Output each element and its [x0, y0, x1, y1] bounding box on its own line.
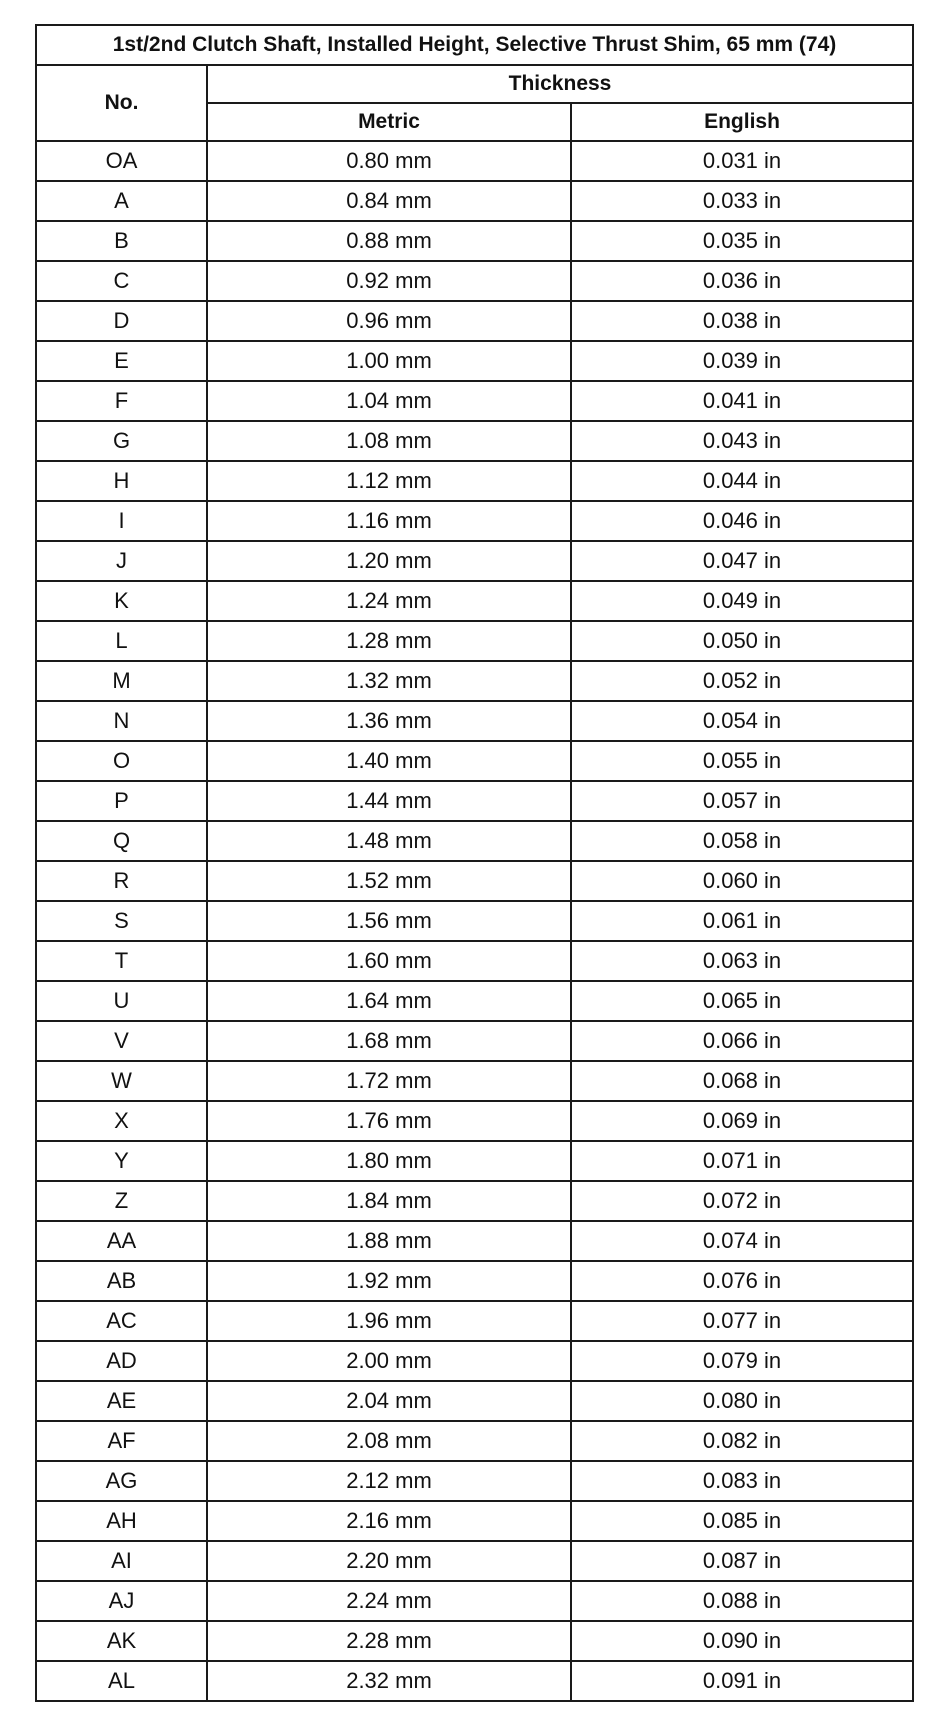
table-row	[36, 1541, 913, 1581]
cell-no: Y	[36, 1141, 207, 1181]
cell-no: W	[36, 1061, 207, 1101]
cell-metric: 1.04 mm	[207, 381, 571, 421]
cell-no: AI	[36, 1541, 207, 1581]
cell-metric: 1.44 mm	[207, 781, 571, 821]
cell-no: F	[36, 381, 207, 421]
cell-metric: 0.88 mm	[207, 221, 571, 261]
cell-english: 0.049 in	[571, 581, 913, 621]
cell-metric: 1.76 mm	[207, 1101, 571, 1141]
table-row	[36, 1061, 913, 1101]
cell-english: 0.069 in	[571, 1101, 913, 1141]
cell-no: AE	[36, 1381, 207, 1421]
cell-no: D	[36, 301, 207, 341]
cell-no: B	[36, 221, 207, 261]
cell-english: 0.061 in	[571, 901, 913, 941]
cell-no: V	[36, 1021, 207, 1061]
table-row	[36, 621, 913, 661]
table-row	[36, 381, 913, 421]
cell-metric: 1.36 mm	[207, 701, 571, 741]
cell-english: 0.038 in	[571, 301, 913, 341]
cell-english: 0.090 in	[571, 1621, 913, 1661]
cell-no: O	[36, 741, 207, 781]
table-row	[36, 1501, 913, 1541]
table-row	[36, 341, 913, 381]
column-header-english: English	[571, 103, 913, 141]
cell-metric: 2.12 mm	[207, 1461, 571, 1501]
table-row	[36, 181, 913, 221]
table-row	[36, 1021, 913, 1061]
table-row	[36, 981, 913, 1021]
cell-metric: 1.32 mm	[207, 661, 571, 701]
cell-no: X	[36, 1101, 207, 1141]
column-header-no: No.	[36, 65, 207, 141]
table-row	[36, 901, 913, 941]
cell-no: AG	[36, 1461, 207, 1501]
cell-metric: 1.20 mm	[207, 541, 571, 581]
cell-english: 0.039 in	[571, 341, 913, 381]
cell-english: 0.054 in	[571, 701, 913, 741]
table-row	[36, 661, 913, 701]
cell-english: 0.043 in	[571, 421, 913, 461]
cell-no: AK	[36, 1621, 207, 1661]
cell-no: S	[36, 901, 207, 941]
cell-english: 0.082 in	[571, 1421, 913, 1461]
table-row	[36, 541, 913, 581]
cell-metric: 2.08 mm	[207, 1421, 571, 1461]
cell-metric: 1.84 mm	[207, 1181, 571, 1221]
cell-english: 0.065 in	[571, 981, 913, 1021]
cell-english: 0.083 in	[571, 1461, 913, 1501]
cell-metric: 0.96 mm	[207, 301, 571, 341]
table-row	[36, 781, 913, 821]
cell-metric: 1.40 mm	[207, 741, 571, 781]
cell-metric: 1.96 mm	[207, 1301, 571, 1341]
cell-no: A	[36, 181, 207, 221]
table-title: 1st/2nd Clutch Shaft, Installed Height, Selective Thrust Shim, 65 mm (74)	[36, 25, 913, 65]
cell-no: AF	[36, 1421, 207, 1461]
cell-english: 0.057 in	[571, 781, 913, 821]
cell-metric: 0.84 mm	[207, 181, 571, 221]
table-row	[36, 1141, 913, 1181]
table-row	[36, 1181, 913, 1221]
cell-no: OA	[36, 141, 207, 181]
cell-metric: 2.24 mm	[207, 1581, 571, 1621]
cell-metric: 1.12 mm	[207, 461, 571, 501]
header-row-1	[36, 65, 913, 103]
cell-metric: 1.52 mm	[207, 861, 571, 901]
table-row	[36, 861, 913, 901]
column-header-thickness: Thickness	[207, 65, 913, 103]
table-row	[36, 821, 913, 861]
cell-english: 0.080 in	[571, 1381, 913, 1421]
cell-english: 0.091 in	[571, 1661, 913, 1701]
cell-metric: 1.64 mm	[207, 981, 571, 1021]
cell-no: AL	[36, 1661, 207, 1701]
cell-english: 0.077 in	[571, 1301, 913, 1341]
cell-english: 0.055 in	[571, 741, 913, 781]
cell-english: 0.076 in	[571, 1261, 913, 1301]
shim-spec-table	[35, 24, 914, 1702]
cell-english: 0.074 in	[571, 1221, 913, 1261]
cell-no: C	[36, 261, 207, 301]
cell-english: 0.047 in	[571, 541, 913, 581]
cell-metric: 2.16 mm	[207, 1501, 571, 1541]
table-row	[36, 1581, 913, 1621]
cell-english: 0.041 in	[571, 381, 913, 421]
cell-english: 0.035 in	[571, 221, 913, 261]
table-row	[36, 941, 913, 981]
cell-no: AJ	[36, 1581, 207, 1621]
table-row	[36, 501, 913, 541]
table-row	[36, 421, 913, 461]
table-row	[36, 141, 913, 181]
cell-metric: 2.32 mm	[207, 1661, 571, 1701]
cell-no: AC	[36, 1301, 207, 1341]
cell-no: I	[36, 501, 207, 541]
table-row	[36, 1261, 913, 1301]
cell-no: K	[36, 581, 207, 621]
cell-english: 0.031 in	[571, 141, 913, 181]
cell-metric: 1.08 mm	[207, 421, 571, 461]
cell-english: 0.068 in	[571, 1061, 913, 1101]
cell-no: G	[36, 421, 207, 461]
cell-metric: 1.48 mm	[207, 821, 571, 861]
cell-english: 0.087 in	[571, 1541, 913, 1581]
cell-english: 0.071 in	[571, 1141, 913, 1181]
cell-no: P	[36, 781, 207, 821]
cell-no: Z	[36, 1181, 207, 1221]
table-row	[36, 1461, 913, 1501]
cell-metric: 1.68 mm	[207, 1021, 571, 1061]
cell-english: 0.072 in	[571, 1181, 913, 1221]
cell-english: 0.085 in	[571, 1501, 913, 1541]
cell-metric: 1.60 mm	[207, 941, 571, 981]
table-row	[36, 1381, 913, 1421]
cell-english: 0.066 in	[571, 1021, 913, 1061]
cell-no: T	[36, 941, 207, 981]
cell-no: AB	[36, 1261, 207, 1301]
cell-english: 0.033 in	[571, 181, 913, 221]
table-row	[36, 1341, 913, 1381]
table-row	[36, 1221, 913, 1261]
cell-english: 0.046 in	[571, 501, 913, 541]
cell-no: M	[36, 661, 207, 701]
cell-metric: 2.04 mm	[207, 1381, 571, 1421]
cell-metric: 1.88 mm	[207, 1221, 571, 1261]
cell-metric: 0.80 mm	[207, 141, 571, 181]
cell-metric: 0.92 mm	[207, 261, 571, 301]
table-row	[36, 1421, 913, 1461]
table-row	[36, 1301, 913, 1341]
table-row	[36, 1101, 913, 1141]
cell-metric: 1.24 mm	[207, 581, 571, 621]
cell-no: H	[36, 461, 207, 501]
cell-metric: 1.28 mm	[207, 621, 571, 661]
cell-no: AD	[36, 1341, 207, 1381]
cell-no: AA	[36, 1221, 207, 1261]
table-row	[36, 741, 913, 781]
cell-metric: 2.00 mm	[207, 1341, 571, 1381]
table-row	[36, 581, 913, 621]
cell-metric: 2.28 mm	[207, 1621, 571, 1661]
cell-metric: 1.00 mm	[207, 341, 571, 381]
cell-no: Q	[36, 821, 207, 861]
cell-no: AH	[36, 1501, 207, 1541]
table-row	[36, 701, 913, 741]
cell-no: L	[36, 621, 207, 661]
cell-no: E	[36, 341, 207, 381]
table-row	[36, 221, 913, 261]
cell-metric: 1.56 mm	[207, 901, 571, 941]
cell-english: 0.050 in	[571, 621, 913, 661]
table-row	[36, 461, 913, 501]
cell-english: 0.079 in	[571, 1341, 913, 1381]
cell-no: J	[36, 541, 207, 581]
table-body	[36, 141, 913, 1701]
cell-metric: 2.20 mm	[207, 1541, 571, 1581]
cell-no: R	[36, 861, 207, 901]
cell-english: 0.058 in	[571, 821, 913, 861]
cell-metric: 1.80 mm	[207, 1141, 571, 1181]
cell-metric: 1.92 mm	[207, 1261, 571, 1301]
cell-english: 0.063 in	[571, 941, 913, 981]
cell-metric: 1.16 mm	[207, 501, 571, 541]
table-row	[36, 261, 913, 301]
cell-english: 0.052 in	[571, 661, 913, 701]
cell-metric: 1.72 mm	[207, 1061, 571, 1101]
column-header-metric: Metric	[207, 103, 571, 141]
table-row	[36, 301, 913, 341]
title-row	[36, 25, 913, 65]
table-row	[36, 1621, 913, 1661]
table-row	[36, 1661, 913, 1701]
cell-no: U	[36, 981, 207, 1021]
cell-english: 0.088 in	[571, 1581, 913, 1621]
cell-english: 0.044 in	[571, 461, 913, 501]
cell-no: N	[36, 701, 207, 741]
cell-english: 0.060 in	[571, 861, 913, 901]
cell-english: 0.036 in	[571, 261, 913, 301]
